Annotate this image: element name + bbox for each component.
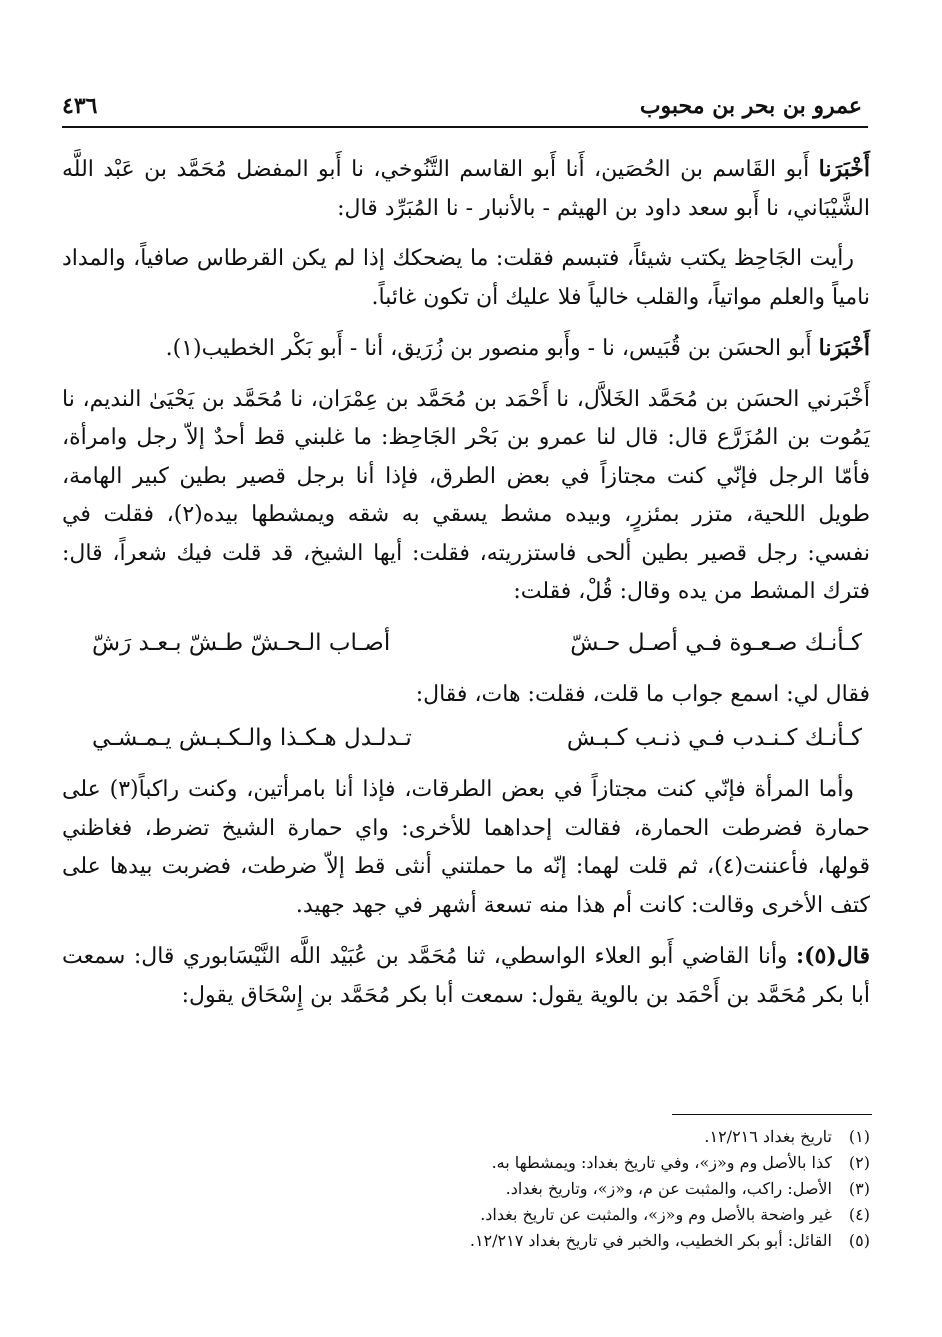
verse-hemistich: أصـاب الـحـشّ طـشّ بـعـد رَشّ [92,629,391,656]
paragraph-5: فقال لي: اسمع جواب ما قلت، فقلت: هات، فقال: [415,682,870,707]
main-text [62,150,870,1027]
verse-hemistich: تـدلـدل هـكـذا والـكـبـش يـمـشـي [92,724,412,751]
footnote-text: تاريخ بغداد ١٢/٢١٦. [704,1127,832,1146]
header-divider [62,126,868,128]
page-number: ٤٣٦ [62,93,98,119]
footnote-number: (٣) [848,1179,870,1198]
footnote-text: الأصل: راكب، والمثبت عن م، و«ز»، وتاريخ بغداد. [505,1179,832,1198]
footnote [62,1202,870,1228]
narration-lead: أَخْبَرَنا [818,335,870,361]
footnote-number: (١) [848,1127,870,1146]
footnote-text: كذا بالأصل وم و«ز»، وفي تاريخ بغداد: ويمشطها به. [491,1153,832,1172]
paragraph-7: قال(٥): وأنا القاضي أَبو العلاء الواسطي، ثنا مُحَمَّد بن عُبَيْد اللَّه النَّيْسَابوري قال: سمعت أبا بكر مُحَمَّد بن أَحْمَد بن بالوية يقول: سمعت أبا بكر مُحَمَّد بن إِسْحَاق يقول: [62,943,870,1008]
narration-lead: أَخْبَرَنا [818,156,870,182]
running-title: عمرو بن بحر بن محبوب [639,93,862,119]
footnote-number: (٢) [848,1153,870,1172]
footnote [62,1228,870,1254]
verse-hemistich: كـأنـك صـعـوة فـي أصـل حـشّ [570,629,862,656]
footnote [62,1124,870,1150]
paragraph-4: أَخْبَرني الحسَن بن مُحَمَّد الخَلاَّل، نا أَحْمَد بن مُحَمَّد بن عِمْرَان، نا مُحَمَّد بن يَحْيَىٰ النديم، نا يَمُوت بن المُزَرَّع قال: قال لنا عمرو بن بَحْر الجَاحِظ: ما غلبني قط أحدٌ إلاّ رجل وامرأة، فأمّا الرجل فإنّي كنت مجتازاً في بعض الطرق، فإذا أنا برجل قصير بطين كبير الهامة، طويل اللحية، متزر بمئزرٍ، وبيده مشط يسقي به شقه ويمشطها بيده(٢)، فقلت في نفسي: رجل قصير بطين ألحى فاستزريته، فقلت: أيها الشيخ، قد قلت فيك شعراً، قال: فترك المشط من يده وقال: قُلْ، فقلت: [62,386,870,604]
paragraph-3: أَخْبَرَنا أَبو الحسَن بن قُبَيس، نا - وأَبو منصور بن زُرَيق، أنا - أَبو بَكْر الخطيب(١). [165,335,870,361]
verse-hemistich: كـأنـك كـنـدب فـي ذنـب كـبـش [566,724,862,751]
page-header [62,86,862,126]
footnote [62,1176,870,1202]
narration-lead: قال(٥): [796,943,870,969]
footnote [62,1150,870,1176]
footnotes [62,1124,870,1254]
paragraph-2: رأيت الجَاحِظ يكتب شيئاً، فتبسم فقلت: ما يضحكك إذا لم يكن القرطاس صافياً، والمداد نامياً والعلم مواتياً، والقلب خالياً فلا عليك أن تكون غائباً. [62,246,870,310]
footnote-text: غير واضحة بالأصل وم و«ز»، والمثبت عن تاريخ بغداد. [480,1205,832,1224]
paragraph-1: أَخْبَرَنا أَبو القَاسم بن الحُصَين، أَنا أَبو القاسم التَّنُوخي، نا أَبو المفضل مُحَمَّد بن عَبْد اللَّه الشَّيْبَاني، نا أَبو سعد داود بن الهيثم - بالأنبار - نا المُبَرِّد قال: [62,156,870,221]
verse-line-1 [62,624,870,663]
footnote-divider [672,1114,872,1115]
paragraph-6: وأما المرأة فإنّي كنت مجتازاً في بعض الطرقات، فإذا أنا بامرأتين، وكنت راكباً(٣) على حمارة فضرطت الحمارة، فقالت إحداهما للأخرى: واي حمارة الشيخ تضرط، فغاظني قولها، فأعننت(٤)، ثم قلت لهما: إنّه ما حملتني أنثى قط إلاّ ضرطت، فضربت بيدها على كتف الأخرى وقالت: كانت أم هذا منه تسعة أشهر في جهد جهيد. [62,777,870,918]
footnote-number: (٤) [848,1205,870,1224]
verse-line-2 [62,719,870,758]
footnote-text: القائل: أبو بكر الخطيب، والخبر في تاريخ بغداد ١٢/٢١٧. [469,1231,832,1250]
footnote-number: (٥) [848,1231,870,1250]
